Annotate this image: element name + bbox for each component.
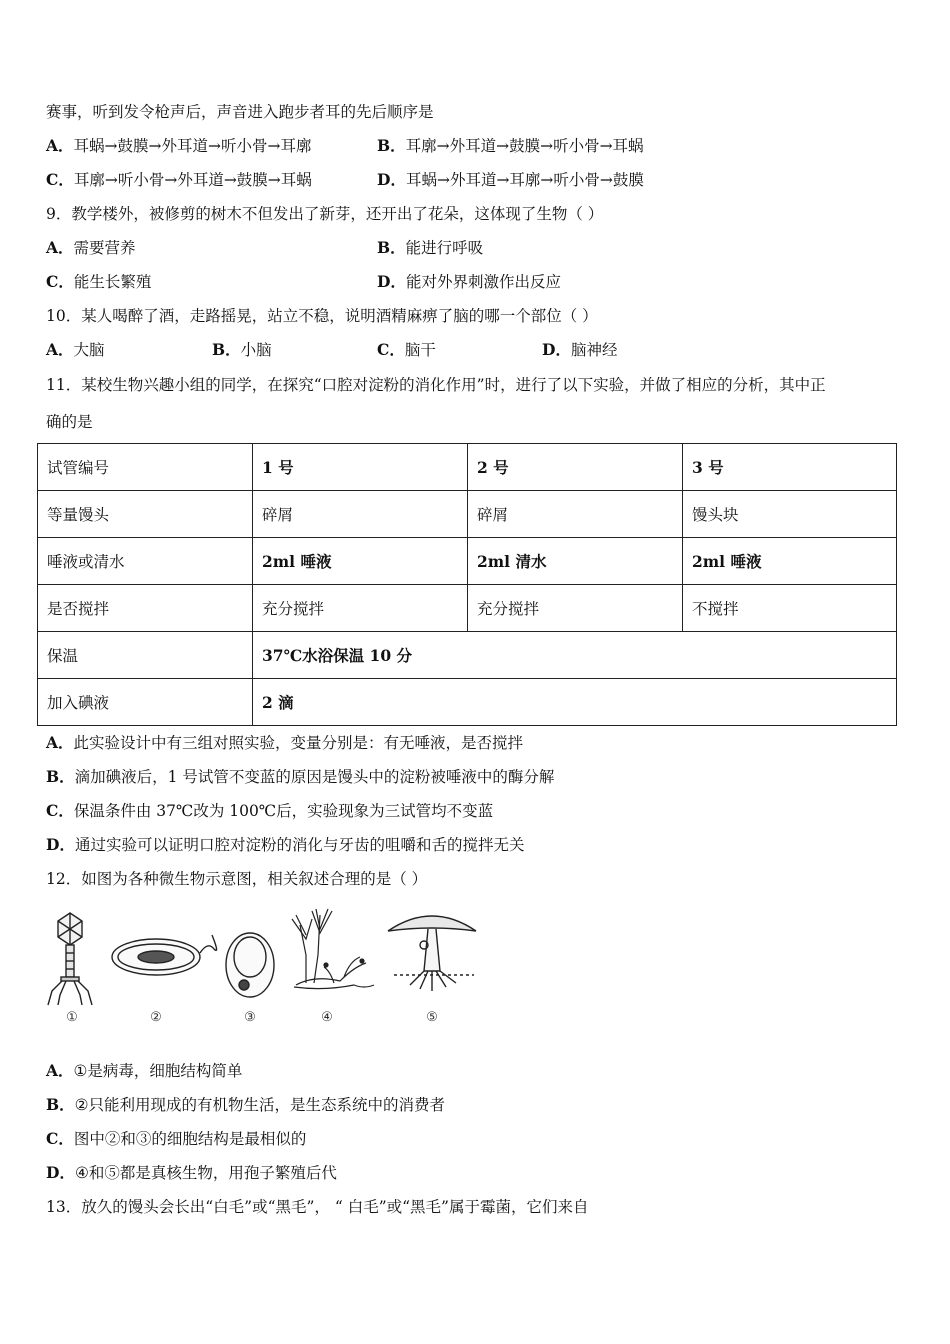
q11-option-b: B．滴加碘液后，1 号试管不变蓝的原因是馒头中的淀粉被唾液中的酶分解 [46, 767, 555, 786]
q8-stem-tail: 赛事，听到发令枪声后，声音进入跑步者耳的先后顺序是 [46, 103, 434, 121]
figure-label-3: ③ [244, 1010, 256, 1025]
table-cell: 2ml 唾液 [683, 538, 897, 585]
figure-label-5: ⑤ [426, 1010, 438, 1025]
table-row [38, 491, 897, 538]
q8-option-a: A．耳蜗→鼓膜→外耳道→听小骨→耳廓 [46, 136, 312, 155]
table-cell: 充分搅拌 [253, 585, 468, 632]
table-row [38, 538, 897, 585]
table-cell: 2ml 清水 [468, 538, 683, 585]
table-row [38, 679, 897, 726]
table-row [38, 632, 897, 679]
q8-option-d: D．耳蜗→外耳道→耳廓→听小骨→鼓膜 [377, 170, 644, 189]
table-row [38, 444, 897, 491]
figure-label-2: ② [150, 1010, 162, 1025]
q10-stem: 10．某人喝醉了酒，走路摇晃，站立不稳，说明酒精麻痹了脑的哪一个部位（ ） [46, 307, 598, 325]
table-cell: 馒头块 [683, 491, 897, 538]
table-cell: 3 号 [683, 444, 897, 491]
bacterium-drawing [112, 935, 217, 975]
table-row [38, 585, 897, 632]
table-cell: 2 号 [468, 444, 683, 491]
table-cell: 唾液或清水 [38, 538, 253, 585]
table-cell: 充分搅拌 [468, 585, 683, 632]
q9-option-d: D．能对外界刺激作出反应 [377, 272, 561, 291]
table-cell: 碎屑 [468, 491, 683, 538]
figure-label-1: ① [66, 1010, 78, 1025]
table-cell: 等量馒头 [38, 491, 253, 538]
q9-option-a: A．需要营养 [46, 238, 136, 257]
q11-stem-line1: 11．某校生物兴趣小组的同学，在探究“口腔对淀粉的消化作用”时，进行了以下实验，并做了相应的分析，其中正 [46, 376, 826, 394]
q8-option-b: B．耳廓→外耳道→鼓膜→听小骨→耳蜗 [377, 136, 644, 155]
table-cell: 加入碘液 [38, 679, 253, 726]
q12-option-d: D．④和⑤都是真核生物，用孢子繁殖后代 [46, 1163, 337, 1182]
table-cell: 2ml 唾液 [253, 538, 468, 585]
mushroom-drawing [388, 916, 476, 991]
q11-option-a: A．此实验设计中有三组对照实验，变量分别是：有无唾液，是否搅拌 [46, 733, 524, 752]
q13-stem: 13．放久的馒头会长出“白毛”或“黑毛”， “ 白毛”或“黑毛”属于霉菌，它们来自 [46, 1198, 589, 1216]
table-cell: 2 滴 [253, 679, 897, 726]
table-cell: 不搅拌 [683, 585, 897, 632]
q12-option-a: A．①是病毒，细胞结构简单 [46, 1061, 243, 1080]
q12-option-c: C．图中②和③的细胞结构是最相似的 [46, 1129, 307, 1148]
bacteriophage-drawing [48, 913, 92, 1005]
yeast-drawing [226, 933, 274, 997]
q9-option-b: B．能进行呼吸 [377, 238, 484, 257]
table-cell: 是否搅拌 [38, 585, 253, 632]
q10-option-a: A．大脑 [46, 340, 105, 359]
experiment-table [37, 443, 897, 726]
microorganism-figure [44, 905, 484, 1025]
table-cell: 1 号 [253, 444, 468, 491]
q9-stem: 9．教学楼外，被修剪的树木不但发出了新芽，还开出了花朵，这体现了生物（ ） [46, 205, 604, 223]
q9-option-c: C．能生长繁殖 [46, 272, 152, 291]
q8-option-c: C．耳廓→听小骨→外耳道→鼓膜→耳蜗 [46, 170, 312, 189]
q11-option-c: C．保温条件由 37℃改为 100℃后，实验现象为三试管均不变蓝 [46, 801, 494, 820]
q10-option-c: C．脑干 [377, 340, 436, 359]
figure-label-4: ④ [321, 1010, 333, 1025]
q11-stem-line2: 确的是 [46, 413, 93, 431]
q10-option-b: B．小脑 [212, 340, 272, 359]
table-cell: 碎屑 [253, 491, 468, 538]
q12-stem: 12．如图为各种微生物示意图，相关叙述合理的是（ ） [46, 870, 428, 888]
q11-option-d: D．通过实验可以证明口腔对淀粉的消化与牙齿的咀嚼和舌的搅拌无关 [46, 835, 525, 854]
q10-option-d: D．脑神经 [542, 340, 618, 359]
mold-drawing [292, 909, 374, 989]
q12-option-b: B．②只能利用现成的有机物生活，是生态系统中的消费者 [46, 1095, 446, 1114]
table-cell: 试管编号 [38, 444, 253, 491]
table-cell: 37℃水浴保温 10 分 [253, 632, 897, 679]
microorganism-illustration [44, 905, 484, 1025]
table-cell: 保温 [38, 632, 253, 679]
